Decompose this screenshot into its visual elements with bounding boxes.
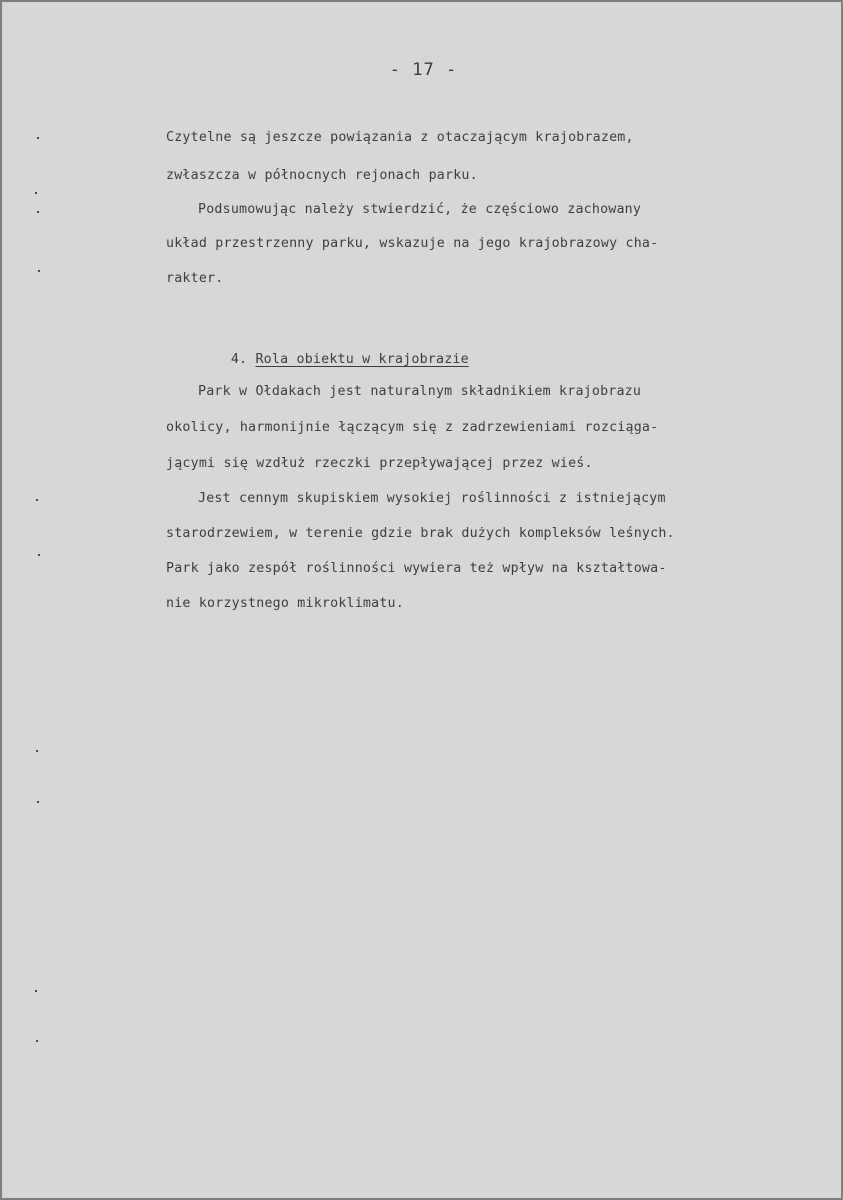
text-line: Podsumowując należy stwierdzić, że częściowo zachowany: [198, 202, 642, 217]
section-heading: [198, 330, 469, 390]
section-number: 4.: [230, 352, 248, 367]
text-line: Czytelne są jeszcze powiązania z otaczającym krajobrazem,: [166, 130, 634, 145]
margin-mark: [36, 750, 38, 752]
margin-mark: [37, 801, 39, 803]
page-number: - 17 -: [389, 60, 458, 80]
margin-mark: [38, 554, 40, 556]
text-line: rakter.: [166, 271, 224, 286]
text-line: układ przestrzenny parku, wskazuje na jego krajobrazowy cha-: [166, 236, 659, 251]
margin-mark: [37, 211, 39, 213]
text-line: Park jako zespół roślinności wywiera też wpływ na kształtowa-: [166, 561, 667, 576]
text-line: zwłaszcza w północnych rejonach parku.: [166, 168, 478, 183]
text-line: Park w Ołdakach jest naturalnym składnikiem krajobrazu: [198, 384, 642, 399]
margin-mark: [35, 990, 37, 992]
text-line: jącymi się wzdłuż rzeczki przepływającej przez wieś.: [166, 456, 593, 471]
margin-mark: [37, 137, 39, 139]
margin-mark: [35, 192, 37, 194]
text-line: nie korzystnego mikroklimatu.: [166, 596, 404, 611]
text-line: starodrzewiem, w terenie gdzie brak dużych kompleksów leśnych.: [166, 526, 675, 541]
text-line: Jest cennym skupiskiem wysokiej roślinności z istniejącym: [198, 491, 666, 506]
margin-mark: [38, 270, 40, 272]
margin-mark: [36, 499, 38, 501]
margin-mark: [36, 1040, 38, 1042]
text-line: okolicy, harmonijnie łączącym się z zadrzewieniami rozciąga-: [166, 420, 659, 435]
section-title: Rola obiektu w krajobrazie: [255, 352, 469, 367]
